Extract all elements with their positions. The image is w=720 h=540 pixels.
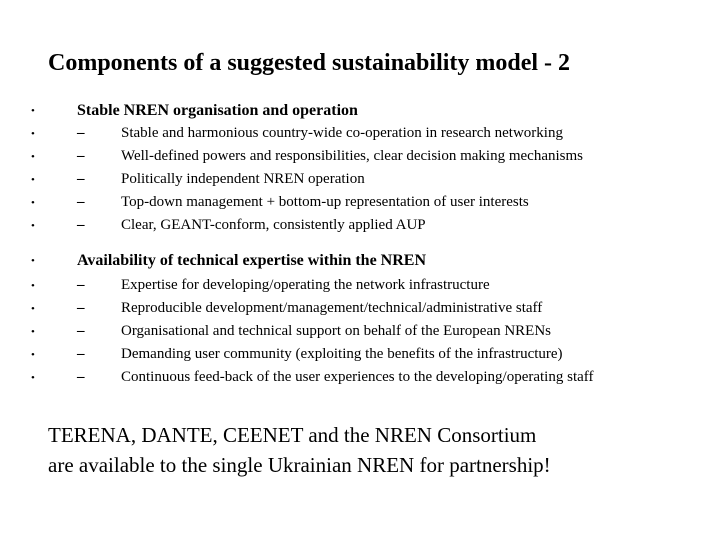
dash-icon: – [77, 171, 85, 187]
bullet-icon: • [31, 255, 35, 267]
closing-line-1: TERENA, DANTE, CEENET and the NREN Consortium [48, 423, 537, 447]
bullet-icon: • [31, 151, 35, 163]
section-heading: Stable NREN organisation and operation [77, 102, 358, 119]
bullet-icon: • [31, 303, 35, 315]
list-item-text: Continuous feed-back of the user experiences to the developing/operating staff [121, 369, 594, 385]
closing-statement [48, 420, 551, 480]
bullet-icon: • [31, 372, 35, 384]
bullet-icon: • [31, 280, 35, 292]
dash-icon: – [77, 300, 85, 316]
bullet-icon: • [31, 105, 35, 117]
list-item-text: Reproducible development/management/technical/administrative staff [121, 300, 543, 316]
dash-icon: – [77, 277, 85, 293]
dash-icon: – [77, 346, 85, 362]
closing-line-2: are available to the single Ukrainian NREN for partnership! [48, 453, 551, 477]
bullet-icon: • [31, 128, 35, 140]
dash-icon: – [77, 125, 85, 141]
list-item-text: Well-defined powers and responsibilities, clear decision making mechanisms [121, 148, 583, 164]
list-item-text: Demanding user community (exploiting the benefits of the infrastructure) [121, 346, 563, 362]
dash-icon: – [77, 369, 85, 385]
dash-icon: – [77, 148, 85, 164]
bullet-icon: • [31, 197, 35, 209]
list-item-text: Clear, GEANT-conform, consistently applied AUP [121, 217, 426, 233]
dash-icon: – [77, 323, 85, 339]
list-item-text: Expertise for developing/operating the network infrastructure [121, 277, 490, 293]
bullet-icon: • [31, 326, 35, 338]
list-item-text: Top-down management + bottom-up representation of user interests [121, 194, 529, 210]
list-item-text: Organisational and technical support on behalf of the European NRENs [121, 323, 552, 339]
list-item-text: Politically independent NREN operation [121, 171, 365, 187]
dash-icon: – [77, 217, 85, 233]
list-item-text: Stable and harmonious country-wide co-operation in research networking [121, 125, 563, 141]
bullet-icon: • [31, 349, 35, 361]
section-heading: Availability of technical expertise within the NREN [77, 252, 427, 269]
slide-title: Components of a suggested sustainability model - 2 [48, 50, 571, 76]
dash-icon: – [77, 194, 85, 210]
bullet-icon: • [31, 174, 35, 186]
bullet-icon: • [31, 220, 35, 232]
